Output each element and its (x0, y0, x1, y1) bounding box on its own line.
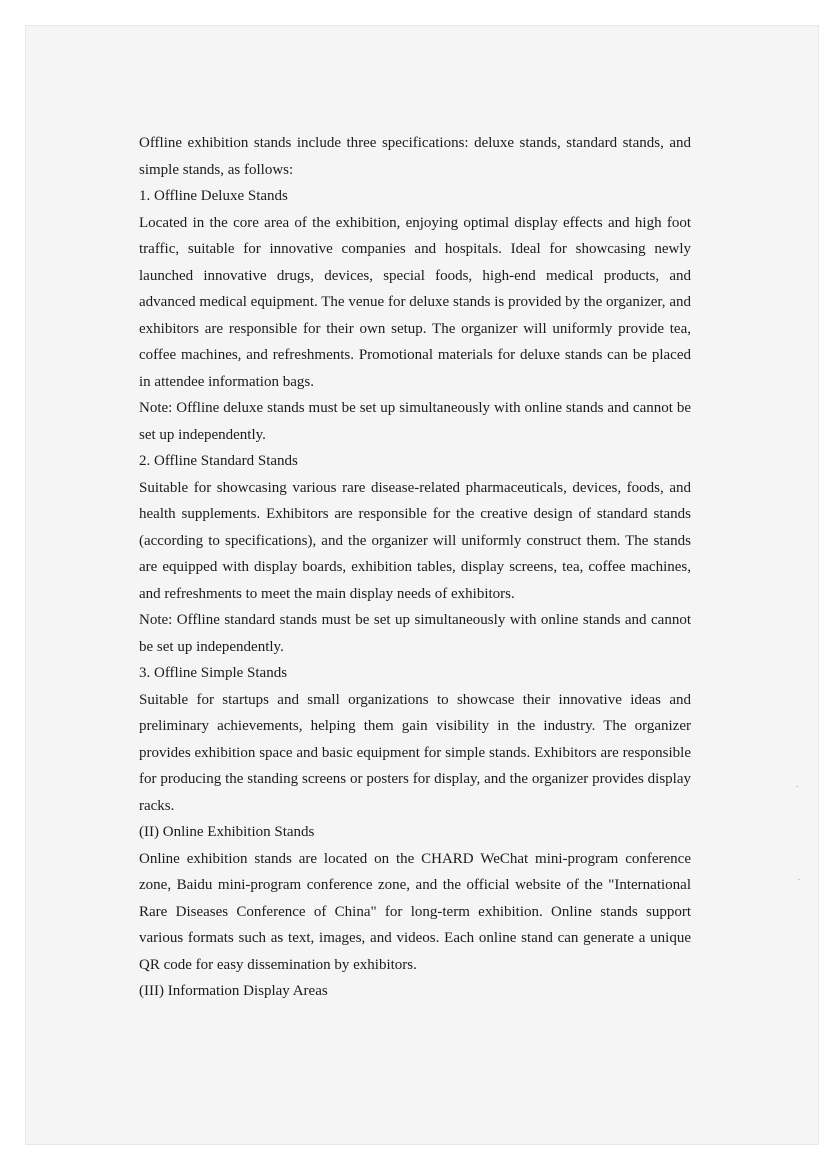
section-heading-simple: 3. Offline Simple Stands (139, 665, 288, 681)
section-heading-deluxe: 1. Offline Deluxe Stands (139, 188, 288, 204)
document-body (139, 130, 691, 1005)
section-body-standard: Suitable for showcasing various rare disease-related pharmaceuticals, devices, foods, and health supplements. Exhibitors are responsible for the creative design of standard stands (according to specifications), and the organizer will uniformly construct them. The stands are equipped with display boards, exhibition tables, display screens, tea, coffee machines, and refreshments to meet the main display needs of exhibitors. (139, 479, 691, 602)
section-body-simple: Suitable for startups and small organizations to showcase their innovative ideas and preliminary achievements, helping them gain visibility in the industry. The organizer provides exhibition space and basic equipment for simple stands. Exhibitors are responsible for producing the standing screens or posters for display, and the organizer provides display racks. (139, 691, 691, 814)
information-display-heading: (III) Information Display Areas (139, 983, 328, 999)
document-page (25, 25, 819, 1145)
section-heading-standard: 2. Offline Standard Stands (139, 453, 298, 469)
scan-speck (798, 879, 800, 880)
section-body-deluxe: Located in the core area of the exhibition, enjoying optimal display effects and high foot traffic, suitable for innovative companies and hospitals. Ideal for showcasing newly launched innovative drugs, devices, special foods, high-end medical products, and advanced medical equipment. The venue for deluxe stands is provided by the organizer, and exhibitors are responsible for their own setup. The organizer will uniformly provide tea, coffee machines, and refreshments. Promotional materials for deluxe stands can be placed in attendee information bags. (139, 214, 691, 390)
online-stands-heading: (II) Online Exhibition Stands (139, 824, 315, 840)
section-note-standard: Note: Offline standard stands must be set up simultaneously with online stands and cannot be set up independently. (139, 612, 691, 655)
online-stands-body: Online exhibition stands are located on the CHARD WeChat mini-program conference zone, Baidu mini-program conference zone, and the official website of the "International Rare Diseases Conference of China" for long-term exhibition. Online stands support various formats such as text, images, and videos. Each online stand can generate a unique QR code for easy dissemination by exhibitors. (139, 850, 691, 973)
intro-paragraph: Offline exhibition stands include three specifications: deluxe stands, standard stands, and simple stands, as follows: (139, 135, 691, 178)
scan-speck (796, 786, 798, 787)
section-note-deluxe: Note: Offline deluxe stands must be set up simultaneously with online stands and cannot be set up independently. (139, 400, 691, 443)
